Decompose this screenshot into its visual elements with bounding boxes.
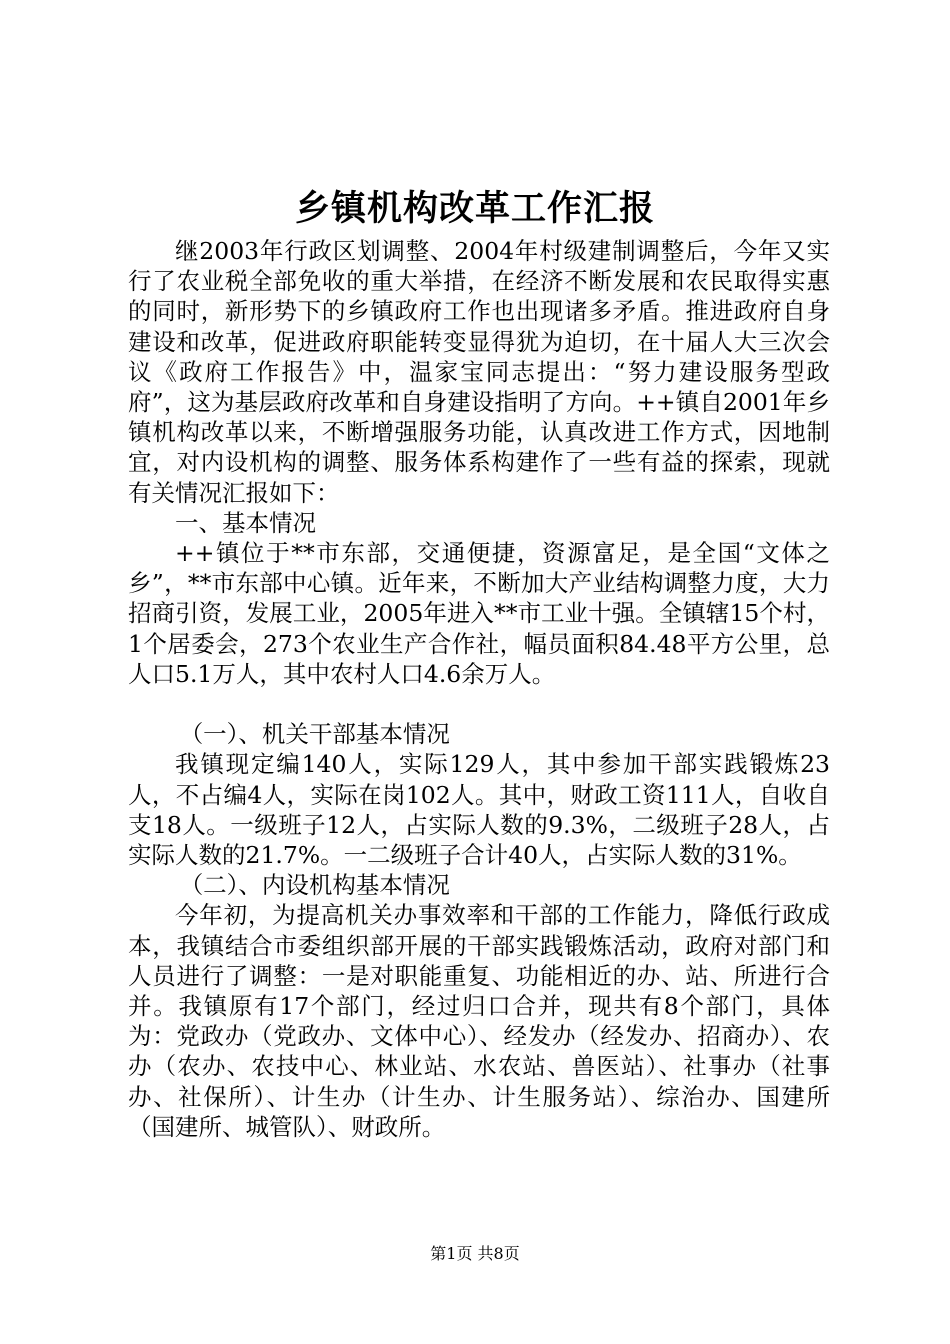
document-title: 乡镇机构改革工作汇报 — [294, 188, 655, 229]
blank-line — [128, 689, 830, 719]
intro-paragraph: 继2003年行政区划调整、2004年村级建制调整后，今年又实行了农业税全部免收的重大举措，在经济不断发展和农民取得实惠的同时，新形势下的乡镇政府工作也出现诸多矛盾。推进政府自身建设和改革，促进政府职能转变显得犹为迫切，在十届人大三次会议《政府工作报告》中，温家宝同志提出：“努力建设服务型政府”，这为基层政府改革和自身建设指明了方向。++镇自2001年乡镇机构改革以来，不断增强服务功能，认真改进工作方式，因地制宜，对内设机构的调整、服务体系构建作了一些有益的探索，现就有关情况汇报如下： — [128, 237, 830, 507]
subsection-heading-departments: （二）、内设机构基本情况 — [179, 871, 450, 900]
subsection-paragraph-departments: 今年初，为提高机关办事效率和干部的工作能力，降低行政成本，我镇结合市委组织部开展的干部实践锻炼活动，政府对部门和人员进行了调整：一是对职能重复、功能相近的办、站、所进行合并。我镇原有17个部门，经过归口合并，现共有8个部门，具体为：党政办（党政办、文体中心）、经发办（经发办、招商办）、农办（农办、农技中心、林业站、水农站、兽医站）、社事办（社事办、社保所）、计生办（计生办、计生服务站）、综治办、国建所（国建所、城管队）、财政所。 — [128, 901, 830, 1141]
section-heading-basic: 一、基本情况 — [175, 508, 316, 537]
section-paragraph-basic: ++镇位于**市东部，交通便捷，资源富足，是全国“文体之乡”，**市东部中心镇。近年来，不断加大产业结构调整力度，大力招商引资，发展工业，2005年进入**市工业十强。全镇辖15个村，1个居委会，273个农业生产合作社，幅员面积84.48平方公里，总人口5.1万人，其中农村人口4.6余万人。 — [128, 539, 830, 688]
document-body — [128, 236, 830, 1142]
subsection-heading-cadres: （一）、机关干部基本情况 — [179, 720, 450, 749]
subsection-paragraph-cadres: 我镇现定编140人，实际129人，其中参加干部实践锻炼23人，不占编4人，实际在岗102人。其中，财政工资111人，自收自支18人。一级班子12人，占实际人数的9.3%，二级班子28人，占实际人数的21.7%。一二级班子合计40人，占实际人数的31%。 — [128, 750, 830, 870]
page-indicator: 第1页 共8页 — [430, 1244, 520, 1263]
